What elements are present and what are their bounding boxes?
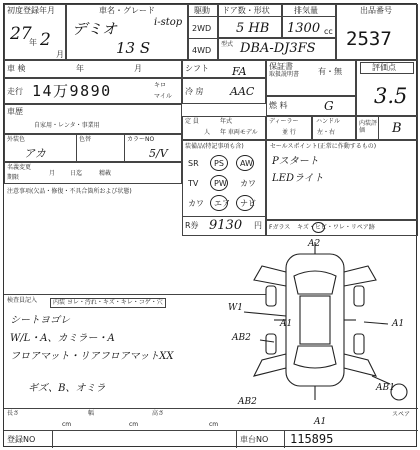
- sales-point-2: LEDライト: [272, 173, 324, 184]
- note-line-2: W/L・A、カミラー・A: [10, 333, 115, 344]
- spare-label: スペア: [392, 411, 411, 418]
- wheel-rear-right: [354, 334, 364, 354]
- length-label: 長さ: [7, 410, 20, 417]
- shaken-cell: [4, 60, 182, 78]
- listing-number: 2537: [346, 28, 392, 50]
- length-unit: cm: [62, 421, 72, 428]
- history-cell: [4, 104, 182, 134]
- equipment-grid: [184, 154, 264, 214]
- recycle-label: R券: [185, 221, 199, 230]
- history-sub: 自家用・レンタ・事業用: [34, 122, 100, 129]
- shaken-month: 月: [134, 64, 142, 73]
- sales-point-label: セールスポイント(正常に作動するもの): [270, 143, 377, 150]
- score: 3.5: [374, 84, 408, 108]
- equipment-circle-mark: [236, 195, 254, 211]
- warranty-label: 保証書: [269, 62, 293, 71]
- dealer-label: ディーラー: [269, 118, 299, 125]
- doors: 5 HB: [236, 21, 270, 36]
- height-unit: cm: [209, 421, 219, 428]
- mark-w1: W1: [228, 303, 243, 313]
- equipment-circle-mark: [210, 155, 228, 171]
- mileage-label: 走行: [7, 87, 23, 96]
- recycle: 9130: [209, 218, 243, 233]
- warranty-sub: 取扱説明書: [269, 71, 300, 78]
- shift: FA: [232, 65, 247, 78]
- wheel-front-left: [266, 286, 276, 306]
- car-name: デミオ: [72, 20, 118, 38]
- note-line-1: シートヨゴレ: [10, 315, 70, 326]
- color-no: 5/V: [149, 147, 168, 160]
- ac-label: 冷 房: [185, 87, 204, 96]
- mileage: 14万9890: [32, 82, 112, 100]
- interior-color-label: 色替: [79, 136, 92, 143]
- equipment-item: カワ: [240, 179, 256, 188]
- grade: 13 S: [116, 39, 151, 57]
- equipment-item: PW: [214, 179, 227, 188]
- equipment-item: PS: [214, 159, 224, 168]
- mileage-unit: キロ: [154, 82, 167, 89]
- note-line-4: ギズ、B、オミラ: [28, 383, 106, 394]
- chassis-label: 車台NO: [240, 435, 269, 444]
- w1-leader: [244, 312, 286, 316]
- a1-right-leader: [364, 322, 388, 324]
- name-change-sub: 期限: [7, 174, 20, 181]
- glass-label: Fガラス: [269, 224, 291, 231]
- name-change-day: 日迄: [70, 170, 83, 177]
- fuel-label: 燃 料: [269, 101, 288, 110]
- car-rear-glass: [294, 346, 336, 368]
- car-windshield: [294, 271, 336, 294]
- car-front-right-panel: [344, 266, 376, 286]
- reg-month: 2: [40, 30, 51, 50]
- ac: AAC: [230, 85, 255, 98]
- score-label: 評価点: [372, 63, 396, 72]
- inspector-sub: 内装 ヨレ・汚れ・キズ・キレ・コゲ・穴: [50, 298, 166, 308]
- equipment-item: ナビ: [240, 199, 256, 208]
- glass-circle-mark: [312, 222, 325, 233]
- width-unit: cm: [129, 421, 139, 428]
- model-label: 型式: [221, 41, 234, 48]
- ab2-leader: [260, 340, 274, 342]
- doors-label: ドア数・形状: [222, 6, 270, 15]
- height-label: 高さ: [152, 410, 165, 417]
- reg-year: 27: [10, 24, 32, 44]
- cc-unit: cc: [324, 27, 333, 36]
- capacity-unit: 人: [204, 129, 211, 136]
- mark-ab2-left: AB2: [232, 333, 251, 343]
- sales-point-1: Pスタート: [272, 156, 319, 167]
- note-line-3: フロアマット・リアフロアマットXX: [10, 351, 174, 362]
- reg-year-label: 初度登録年月: [7, 6, 55, 15]
- width-label: 幅: [88, 410, 95, 417]
- exterior-color: アカ: [24, 147, 46, 160]
- equipment-circle-mark: [210, 175, 228, 191]
- dealer-sub: 並 行: [282, 129, 296, 136]
- drive-4wd: 4WD: [192, 46, 212, 55]
- shaken-year: 年: [76, 64, 84, 73]
- equipment-label: 装備品(特記事項も含): [185, 143, 244, 150]
- mark-ab1: AB1: [376, 383, 395, 393]
- chassis-no: 115895: [290, 432, 334, 446]
- car-name-label: 車名・グレード: [99, 6, 155, 15]
- grade-note: i-stop: [154, 17, 183, 28]
- mark-a1-rear: A1: [314, 417, 327, 427]
- glass-opts: キズ・ヒビ・ワレ・リペア跡: [297, 224, 375, 231]
- shift-label: シフト: [185, 64, 209, 73]
- year-model-label: 年式: [220, 118, 233, 125]
- mark-ab2-rear: AB2: [238, 397, 257, 407]
- notes-label: 注意事項(欠品・修復・不具合箇所および状態): [7, 188, 132, 195]
- month-unit: 月: [56, 50, 64, 59]
- equipment-circle-mark: [210, 195, 228, 211]
- inspector-label: 検査員記入: [7, 297, 38, 304]
- mileage-unit2: マイル: [154, 93, 172, 100]
- equipment-item: AW: [240, 159, 253, 168]
- auction-sheet: [3, 3, 417, 447]
- drive-2wd: 2WD: [192, 24, 212, 33]
- wheel-rear-left: [266, 334, 276, 354]
- name-change-label: 名義変更: [7, 164, 32, 171]
- interior-label: 内装評価: [359, 120, 378, 134]
- listing-number-label: 出品番号: [360, 6, 392, 15]
- recycle-unit: 円: [254, 221, 262, 230]
- displacement: 1300: [287, 21, 321, 36]
- name-change-month: 月: [49, 170, 56, 177]
- mark-a2-front: A2: [308, 239, 321, 249]
- name-change-seal: 精載: [99, 170, 112, 177]
- history-label: 車歴: [7, 107, 23, 116]
- fuel: G: [324, 99, 334, 113]
- interior: B: [392, 121, 402, 136]
- equipment-circle-mark: [236, 155, 254, 171]
- year-unit: 年: [29, 38, 37, 47]
- car-rear-right-panel: [344, 354, 376, 376]
- car-rear-left-panel: [254, 354, 286, 376]
- capacity-label: 定 員: [185, 118, 199, 125]
- equipment-item: エア: [214, 199, 230, 208]
- color-no-label: カラーNO: [127, 136, 155, 143]
- mark-a1-top: A1: [280, 319, 293, 329]
- car-body-outline: [286, 254, 344, 386]
- exterior-color-label: 外装色: [7, 136, 26, 143]
- warranty-opts: 有・無: [318, 67, 342, 76]
- displacement-label: 排気量: [294, 6, 318, 15]
- reg-no-label: 登録NO: [7, 435, 36, 444]
- equipment-item: TV: [188, 179, 199, 188]
- mark-a1-right: A1: [392, 319, 405, 329]
- drive-label: 駆動: [194, 6, 210, 15]
- wheel-front-right: [354, 286, 364, 306]
- equipment-item: SR: [188, 159, 199, 168]
- model: DBA-DJ3FS: [240, 41, 316, 56]
- shaken-label: 車 検: [7, 64, 26, 73]
- handle-label: ハンドル: [316, 118, 341, 125]
- car-front-left-panel: [254, 266, 286, 286]
- handle-opts: 左・右: [317, 129, 336, 136]
- car-roof: [300, 296, 330, 344]
- year-model-sub: 年 車両モデル: [220, 129, 258, 136]
- equipment-item: カワ: [188, 199, 204, 208]
